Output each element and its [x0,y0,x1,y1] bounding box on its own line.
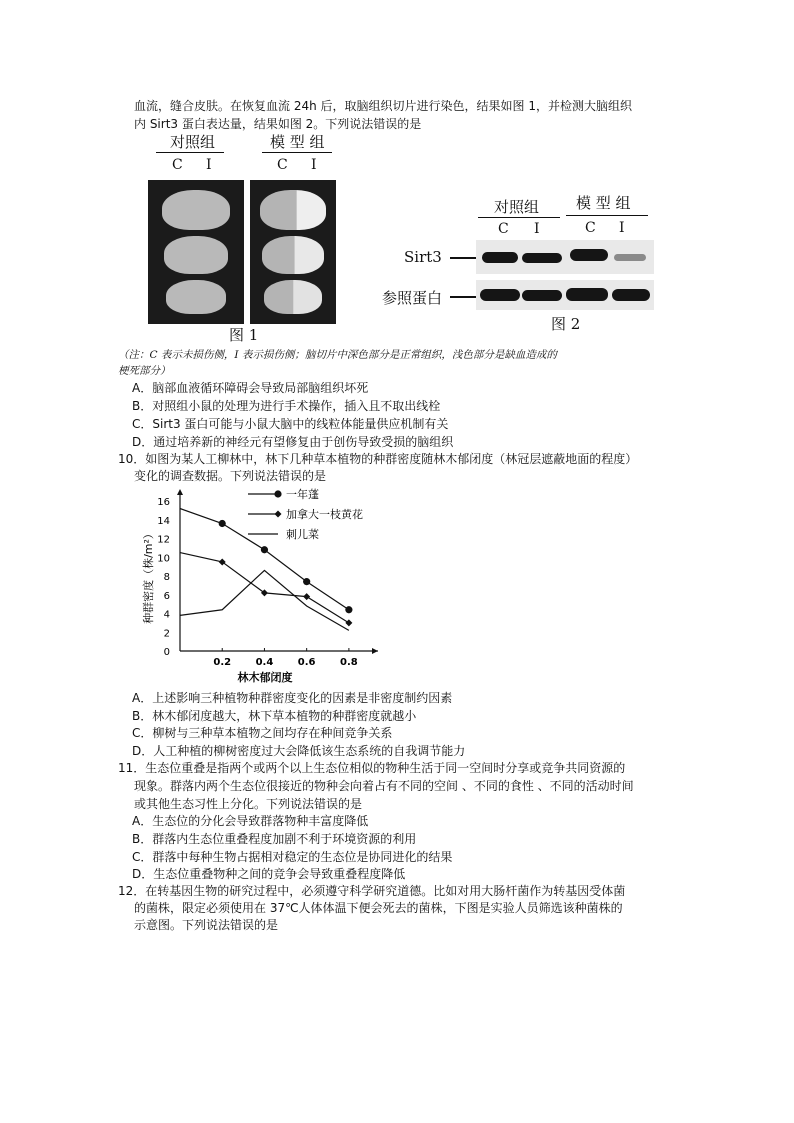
data-point-diamond [345,619,352,626]
fig2-ref-pointer [450,296,476,298]
q11-line-3: 或其他生态习性上分化。下列说法错误的是 [134,797,363,811]
brain-slice-infarct [264,280,322,314]
y-tick-label: 2 [163,628,170,640]
fig2-sirt3-pointer [450,257,476,259]
q10-option-a: A．上述影响三种植物种群密度变化的因素是非密度制约因素 [132,691,453,705]
data-point-circle [219,520,226,527]
fig1-caption: 图 1 [229,326,259,344]
fig1-control-lane-c: C [172,157,183,173]
blot-band [566,288,608,301]
fig2-control-group-label: 对照组 [494,198,540,216]
q10-option-c: C．柳树与三种草本植物之间均存在种间竞争关系 [132,726,393,740]
brain-slice-infarct [262,236,324,274]
legend-label: 一年蓬 [286,488,319,501]
data-point-circle [303,578,310,585]
y-tick-label: 10 [157,553,170,565]
fig1-control-brain-panel [148,180,244,324]
fig2-row-ref-label: 参照蛋白 [382,289,443,307]
q11-option-b: B．群落内生态位重叠程度加剧不利于环境资源的利用 [132,832,417,846]
brain-slice-infarct [260,190,326,230]
q9-option-d: D．通过培养新的神经元有望修复由于创伤导致受损的脑组织 [132,435,454,449]
x-tick-label: 0.8 [340,657,358,668]
fig1-model-group-label: 模 型 组 [270,133,325,151]
fig1-control-group-label: 对照组 [170,133,216,151]
q9-note-2: 梗死部分） [118,365,171,377]
y-tick-label: 4 [163,609,170,621]
q10-line-2: 变化的调查数据。下列说法错误的是 [134,469,327,483]
y-axis-arrow [177,489,183,495]
blot-band [482,252,518,263]
blot-band [570,249,608,261]
y-tick-label: 6 [163,590,170,602]
fig1-control-divider [156,152,224,153]
y-tick-label: 12 [157,534,170,546]
fig2-control-divider [478,217,560,218]
legend-marker-diamond [275,511,282,518]
data-point-diamond [303,593,310,600]
fig2-sirt3-blot [476,240,654,274]
chart-series-layer [180,509,352,631]
y-tick-label: 0 [163,647,170,658]
q12-line-1: 12．在转基因生物的研究过程中，必须遵守科学研究道德。比如对用大肠杆菌作为转基因受体菌 [118,884,626,898]
q9-option-c: C．Sirt3 蛋白可能与小鼠大脑中的线粒体能量供应机制有关 [132,417,449,431]
blot-band [522,290,562,301]
q9-note-1: （注：C 表示未损伤侧，I 表示损伤侧；脑切片中深色部分是正常组织，浅色部分是缺血造成的 [118,349,557,361]
fig1-model-brain-panel [250,180,336,324]
x-tick-label: 0.2 [213,657,232,668]
brain-slice [166,280,226,314]
q9-option-a: A．脑部血液循环障碍会导致局部脑组织坏死 [132,381,369,395]
q12-line-2: 的菌株，限定必须使用在 37℃人体体温下便会死去的菌株，下图是实验人员筛选该种菌株的 [134,901,623,915]
blot-band [522,253,562,263]
q11-line-1: 11．生态位重叠是指两个或两个以上生态位相似的物种生活于同一空间时分享或竞争共同资源的 [118,761,626,775]
fig2-control-lane-i: I [534,221,540,237]
fig2-model-lane-c: C [585,220,596,236]
x-tick-label: 0.6 [297,657,316,668]
data-point-circle [261,546,268,553]
y-tick-label: 8 [163,572,170,583]
fig2-reference-blot [476,280,654,310]
fig2-model-lane-i: I [619,220,625,236]
blot-band [480,289,520,301]
q11-option-c: C．群落中每种生物占据相对稳定的生态位是协同进化的结果 [132,850,453,864]
chart-x-axis-label: 林木郁闭度 [237,671,293,684]
q10-line-1: 10．如图为某人工柳林中，林下几种草本植物的种群密度随林木郁闭度（林冠层遮蔽地面的程度） [118,452,638,466]
density-line-chart [140,486,400,686]
q11-line-2: 现象。群落内两个生态位很接近的物种会向着占有不同的空间 、不同的食性 、不同的活动时间 [134,779,634,793]
brain-slice [162,190,230,230]
fig2-caption: 图 2 [551,315,581,333]
blot-band [612,289,650,301]
legend-marker-circle [274,490,281,497]
q9-option-b: B．对照组小鼠的处理为进行手术操作，插入且不取出线栓 [132,399,441,413]
chart-y-axis-label: 种群密度（株/m²） [142,528,155,624]
fig1-control-lane-i: I [206,157,212,173]
brain-slice [164,236,228,274]
y-tick-label: 14 [157,515,170,527]
q9-line-1: 血流，缝合皮肤。在恢复血流 24h 后，取脑组织切片进行染色，结果如图 1，并检测大脑组织 [134,99,632,113]
chart-legend [248,487,363,541]
fig2-row-sirt3-label: Sirt3 [404,248,442,266]
x-axis-arrow [372,648,378,654]
q10-option-d: D．人工种植的柳树密度过大会降低该生态系统的自我调节能力 [132,744,466,758]
q11-option-a: A．生态位的分化会导致群落物种丰富度降低 [132,814,369,828]
q12-line-3: 示意图。下列说法错误的是 [134,918,279,932]
fig1-model-lane-c: C [277,157,288,173]
blot-band-faint [614,254,646,261]
x-tick-label: 0.4 [255,657,274,668]
fig2-model-divider [566,215,648,216]
data-point-circle [345,606,352,613]
fig2-model-group-label: 模 型 组 [576,194,631,212]
q11-option-d: D．生态位重叠物种之间的竞争会导致重叠程度降低 [132,867,406,881]
series-line-3 [180,570,349,630]
q9-line-2: 内 Sirt3 蛋白表达量，结果如图 2。下列说法错误的是 [134,117,422,131]
fig1-model-divider [262,152,332,153]
fig2-control-lane-c: C [498,221,509,237]
legend-label: 刺儿菜 [286,528,319,541]
q10-option-b: B．林木郁闭度越大，林下草本植物的种群密度就越小 [132,709,417,723]
legend-label: 加拿大一枝黄花 [286,508,363,521]
y-tick-label: 16 [157,497,170,508]
fig1-model-lane-i: I [311,157,317,173]
